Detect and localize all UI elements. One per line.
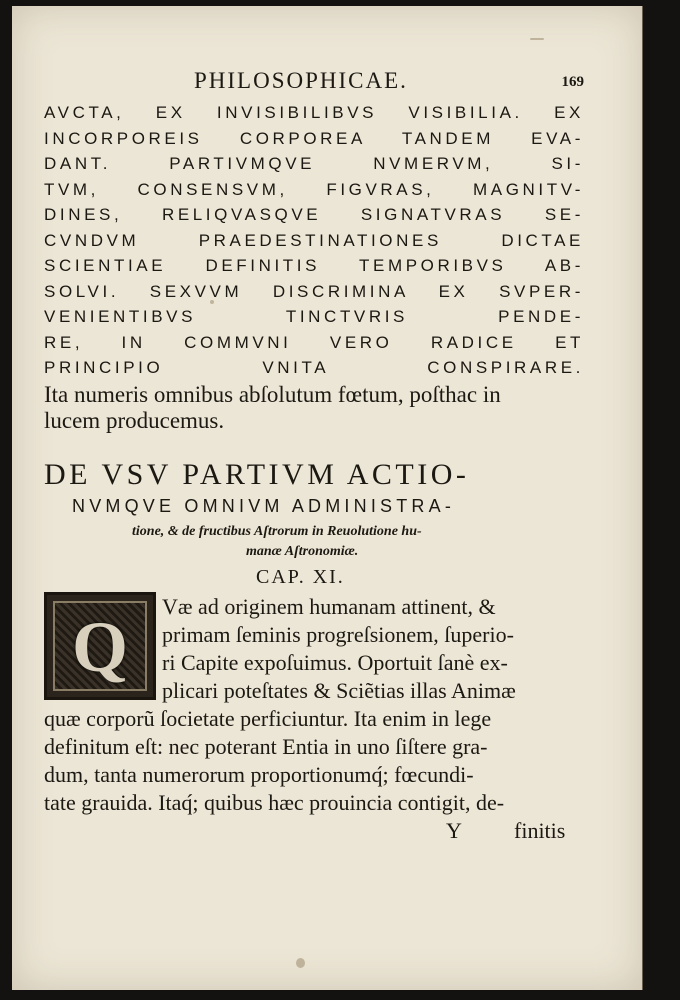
text-line: plicari poteſtates & Sciẽtias illas Animæ bbox=[162, 678, 516, 703]
initial-letter: Q bbox=[71, 607, 128, 687]
text-line: Væ ad originem humanam attinent, & bbox=[162, 594, 496, 619]
text-line: definitum eſt: nec poterant Entia in uno ſiſtere gra- bbox=[44, 734, 488, 759]
text-line: lucem producemus. bbox=[44, 408, 225, 433]
text-line: DINES, RELIQVASQVE SIGNATVRAS SE- bbox=[44, 205, 584, 224]
text-line: SCIENTIAE DEFINITIS TEMPORIBVS AB- bbox=[44, 256, 584, 275]
running-head: PHILOSOPHICAE. bbox=[194, 68, 408, 93]
paper-spot bbox=[530, 38, 544, 40]
text-line: ri Capite expoſuimus. Oportuit ſanè ex- bbox=[162, 650, 508, 675]
text-line: tate grauida. Itaq́; quibus hæc prouincia contigit, de- bbox=[44, 790, 505, 815]
text-line: VENIENTIBVS TINCTVRIS PENDE- bbox=[44, 307, 584, 326]
text-line: DANT. PARTIVMQVE NVMERVM, SI- bbox=[44, 154, 584, 173]
text-line: quæ corporũ ſocietate perficiuntur. Ita enim in lege bbox=[44, 706, 492, 731]
signature-mark: Y bbox=[446, 818, 462, 843]
chapter-title: DE VSV PARTIVM ACTIO- bbox=[44, 458, 470, 491]
text-line: CVNDVM PRAEDESTINATIONES DICTAE bbox=[44, 230, 584, 250]
text-line: primam ſeminis progreſsionem, ſuperio- bbox=[162, 622, 514, 647]
text-line: SOLVI. SEXVVM DISCRIMINA EX SVPER- bbox=[44, 281, 584, 301]
chapter-title-continued: NVMQVE OMNIVM ADMINISTRA- bbox=[72, 496, 456, 516]
text-line: RE, IN COMMVNI VERO RADICE ET bbox=[44, 332, 584, 352]
text-line: dum, tanta numerorum proportionumq́; fœcundi- bbox=[44, 762, 474, 787]
text-line: Ita numeris omnibus abſolutum fœtum, poſthac in bbox=[44, 382, 501, 407]
page-number: 169 bbox=[561, 74, 584, 90]
text-line: AVCTA, EX INVISIBILIBVS VISIBILIA. EX bbox=[44, 103, 584, 122]
text-line: PRINCIPIO VNITA CONSPIRARE. bbox=[44, 358, 584, 377]
chapter-number: CAP. XI. bbox=[256, 566, 345, 588]
page-header bbox=[194, 68, 584, 96]
chapter-subtitle: tione, & de fructibus Aſtrorum in Reuolutione hu- bbox=[132, 524, 422, 539]
catchword: finitis bbox=[514, 818, 566, 843]
paper-spot bbox=[296, 958, 305, 968]
text-line: INCORPOREIS CORPOREA TANDEM EVA- bbox=[44, 128, 584, 148]
capitals-paragraph bbox=[44, 100, 584, 381]
text-line: TVM, CONSENSVM, FIGVRAS, MAGNITV- bbox=[44, 179, 584, 199]
decorated-initial bbox=[44, 592, 156, 700]
chapter-subtitle-continued: manæ Aſtronomiæ. bbox=[246, 544, 359, 559]
